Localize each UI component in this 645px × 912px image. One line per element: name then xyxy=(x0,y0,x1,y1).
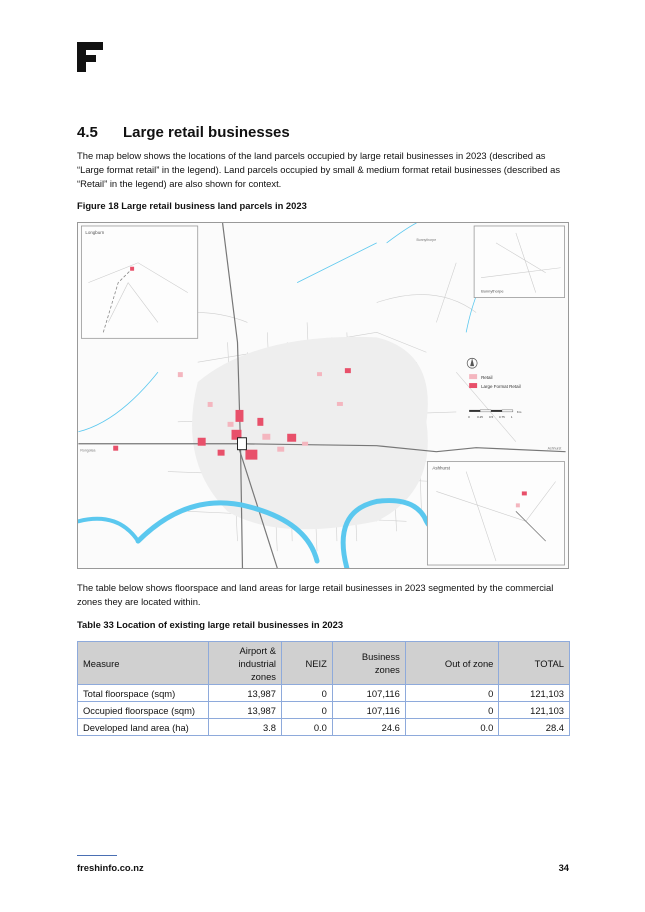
city-centre-marker xyxy=(237,438,246,450)
cell-value: 0 xyxy=(405,685,499,702)
scale-tick-4: 1 xyxy=(510,414,513,419)
inset-label-bunnythorpe: Bunnythorpe xyxy=(481,288,504,294)
company-logo-icon xyxy=(77,42,103,72)
map-legend xyxy=(469,374,520,389)
cell-value: 121,103 xyxy=(499,702,570,719)
cell-value: 0.0 xyxy=(405,719,499,736)
inset-bunnythorpe xyxy=(474,226,564,298)
header-airport-industrial: Airport & industrial zones xyxy=(209,642,282,685)
cell-value: 107,116 xyxy=(332,685,405,702)
road-label-bunnythorpe: Bunnythorpe xyxy=(416,237,437,242)
table-header-row xyxy=(78,642,570,685)
cell-value: 121,103 xyxy=(499,685,570,702)
cell-value: 0 xyxy=(282,702,333,719)
table-row xyxy=(78,702,570,719)
table-row xyxy=(78,685,570,702)
inset-label-ashhurst: Ashhurst xyxy=(432,465,451,471)
cell-value: 28.4 xyxy=(499,719,570,736)
legend-label-retail: Retail xyxy=(481,375,493,381)
scale-unit: Km xyxy=(516,409,522,414)
cell-measure: Occupied floorspace (sqm) xyxy=(78,702,209,719)
cell-value: 24.6 xyxy=(332,719,405,736)
inset-longburn xyxy=(81,226,197,338)
cell-value: 3.8 xyxy=(209,719,282,736)
header-measure: Measure xyxy=(78,642,209,685)
cell-value: 13,987 xyxy=(209,685,282,702)
header-total: TOTAL xyxy=(499,642,570,685)
page-number: 34 xyxy=(558,862,569,873)
header-neiz: NEIZ xyxy=(282,642,333,685)
scale-tick-3: 0.75 xyxy=(498,414,505,419)
map-canvas xyxy=(78,223,568,568)
figure-caption: Figure 18 Large retail business land parcels in 2023 xyxy=(77,200,307,211)
header-business-zones: Business zones xyxy=(332,642,405,685)
footer-website: freshinfo.co.nz xyxy=(77,862,144,873)
cell-measure: Total floorspace (sqm) xyxy=(78,685,209,702)
scale-tick-0: 0 xyxy=(468,414,470,419)
cell-value: 0.0 xyxy=(282,719,333,736)
retail-map xyxy=(77,222,569,569)
road-label-rongotea: Rongotea xyxy=(80,448,96,453)
scale-tick-1: 0.25 xyxy=(477,414,483,419)
legend-swatch-large-format xyxy=(469,383,477,388)
section-heading xyxy=(77,124,290,141)
cell-value: 0 xyxy=(405,702,499,719)
legend-swatch-retail xyxy=(469,374,477,379)
road-label-ashhurst: Ashhurst xyxy=(547,446,562,451)
section-number: 4.5 xyxy=(77,124,98,141)
inset-label-longburn: Longburn xyxy=(85,229,105,235)
legend-label-large-format: Large Format Retail xyxy=(481,384,521,390)
north-arrow-icon xyxy=(467,358,477,368)
large-retail-table xyxy=(77,641,570,736)
cell-value: 0 xyxy=(282,685,333,702)
table-caption: Table 33 Location of existing large retail businesses in 2023 xyxy=(77,619,344,630)
table-row xyxy=(78,719,570,736)
cell-value: 13,987 xyxy=(209,702,282,719)
scale-tick-2: 0.5 xyxy=(489,414,494,419)
inset-ashhurst xyxy=(427,462,564,565)
intro-paragraph: The map below shows the locations of the land parcels occupied by large retail businesses in 2023 (described as “Large format retail” in the legend). Land parcels occupied by small & medium format retail businesses (described as “Retail” in the legend) are also shown for context. xyxy=(77,150,561,189)
cell-value: 107,116 xyxy=(332,702,405,719)
cell-measure: Developed land area (ha) xyxy=(78,719,209,736)
header-out-of-zone: Out of zone xyxy=(405,642,499,685)
table-intro-paragraph: The table below shows floorspace and land areas for large retail businesses in 2023 segmented by the commercial zones they are located within. xyxy=(77,582,554,607)
footer-divider xyxy=(77,855,117,856)
section-title: Large retail businesses xyxy=(123,124,290,141)
